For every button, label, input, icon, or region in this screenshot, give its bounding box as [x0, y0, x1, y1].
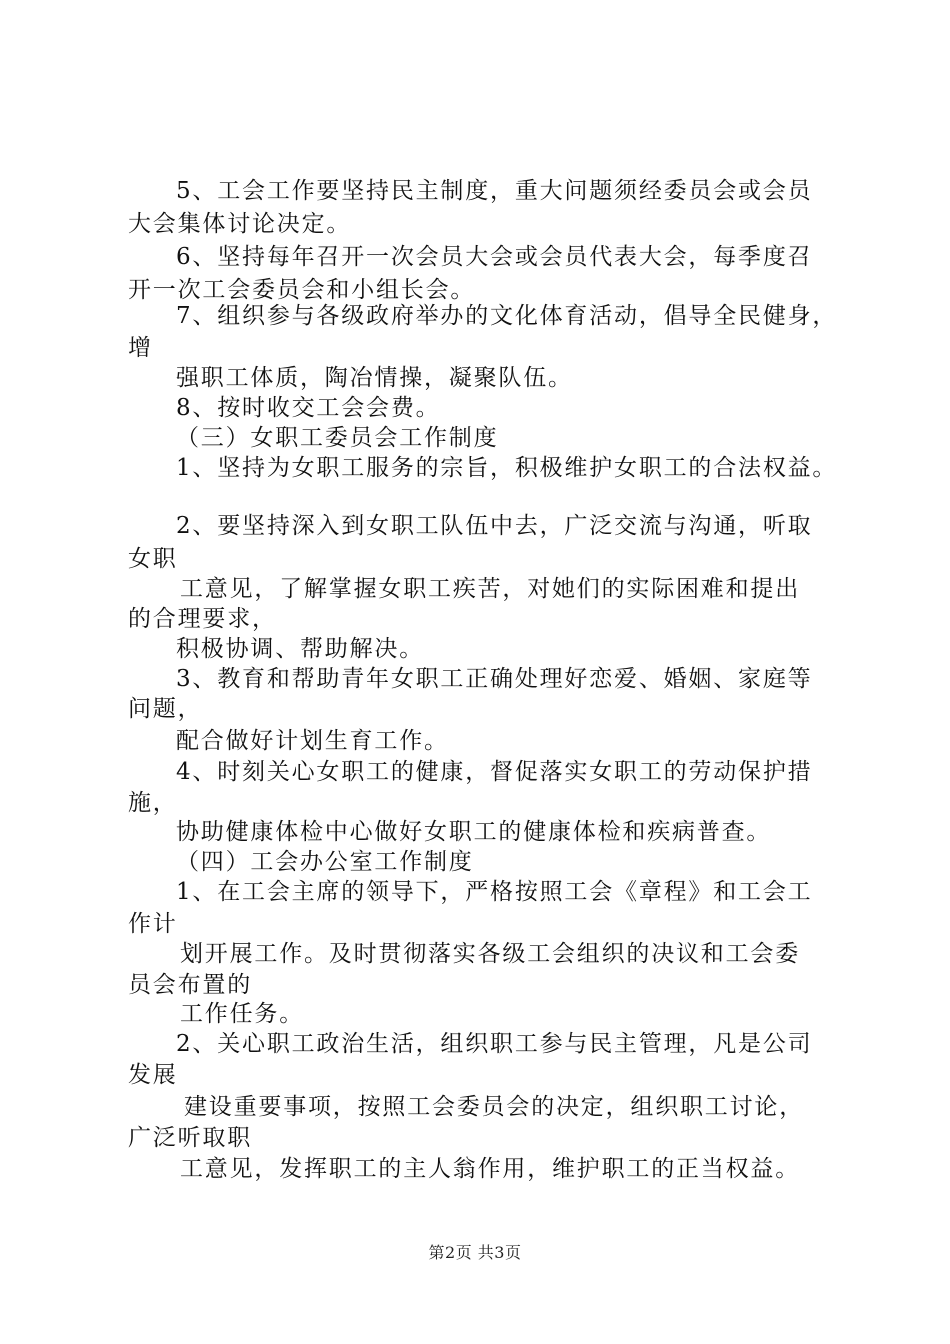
text-line: 7、组织参与各级政府举办的文化体育活动，倡导全民健身，	[176, 303, 838, 329]
page-number-footer: 第2页 共3页	[428, 1243, 522, 1262]
text-line: 开一次工会委员会和小组长会。	[128, 277, 476, 303]
section-heading: （三）女职工委员会工作制度	[176, 425, 499, 451]
text-line: 配合做好计划生育工作。	[176, 728, 449, 754]
text-line: 大会集体讨论决定。	[128, 211, 352, 237]
text-line: 的合理要求，	[128, 606, 277, 632]
text-line: 工意见，了解掌握女职工疾苦，对她们的实际困难和提出	[180, 576, 800, 602]
text-line: 强职工体质，陶冶情操，凝聚队伍。	[176, 365, 573, 391]
section-heading: （四）工会办公室工作制度	[176, 849, 474, 875]
text-line: 女职	[128, 546, 178, 572]
text-line: 建设重要事项，按照工会委员会的决定，组织职工讨论，	[184, 1094, 804, 1120]
text-line: 8、按时收交工会会费。	[176, 395, 441, 421]
text-line: 施，	[128, 790, 178, 816]
text-line: 3、教育和帮助青年女职工正确处理好恋爱、婚姻、家庭等	[176, 666, 813, 692]
text-line: 协助健康体检中心做好女职工的健康体检和疾病普查。	[176, 819, 772, 845]
text-line: 工意见，发挥职工的主人翁作用，维护职工的正当权益。	[180, 1156, 800, 1182]
text-line: 作计	[128, 911, 178, 937]
text-line: 4、时刻关心女职工的健康，督促落实女职工的劳动保护措	[176, 759, 813, 785]
text-line: 6、坚持每年召开一次会员大会或会员代表大会，每季度召	[176, 244, 813, 270]
text-line: 积极协调、帮助解决。	[176, 636, 424, 662]
text-line: 划开展工作。及时贯彻落实各级工会组织的决议和工会委	[180, 941, 800, 967]
text-line: 2、关心职工政治生活，组织职工参与民主管理，凡是公司	[176, 1031, 813, 1057]
text-line: 1、在工会主席的领导下，严格按照工会《章程》和工会工	[176, 879, 813, 905]
text-line: 员会布置的	[128, 972, 252, 998]
text-line: 发展	[128, 1062, 178, 1088]
text-line: 5、工会工作要坚持民主制度，重大问题须经委员会或会员	[176, 178, 813, 204]
text-line: 问题，	[128, 696, 203, 722]
text-line: 广泛听取职	[128, 1125, 252, 1151]
text-line: 增	[128, 335, 153, 361]
text-line: 工作任务。	[180, 1001, 304, 1027]
text-line: 1、坚持为女职工服务的宗旨，积极维护女职工的合法权益。	[176, 455, 838, 481]
text-line: 2、要坚持深入到女职工队伍中去，广泛交流与沟通，听取	[176, 513, 813, 539]
